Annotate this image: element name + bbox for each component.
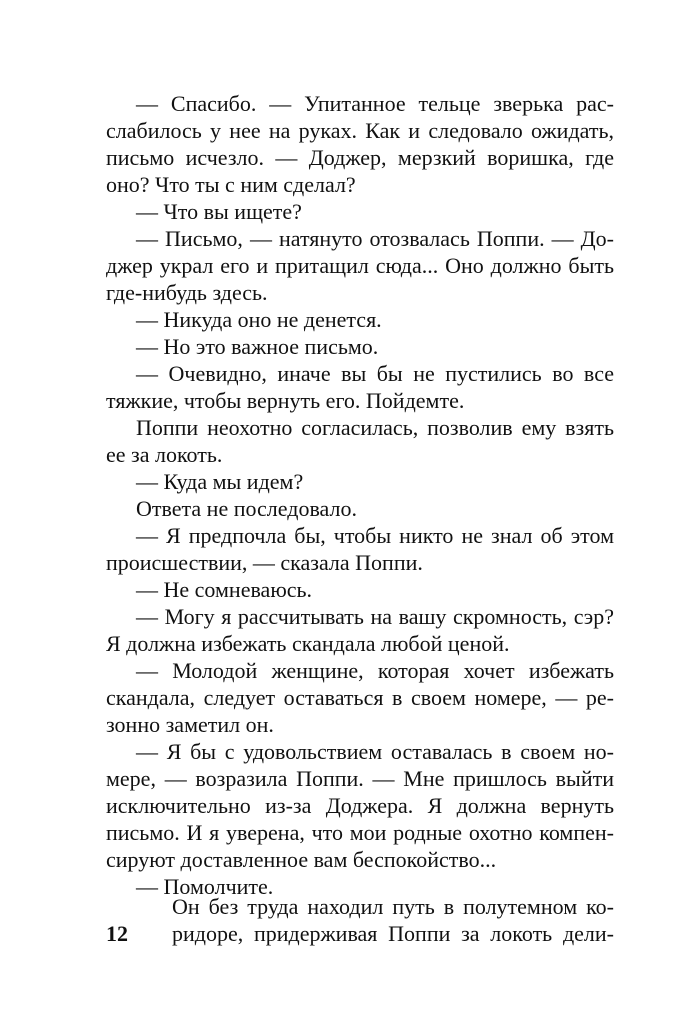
text-line: Поппи неохотно согласилась, позволив ему взять <box>136 415 614 440</box>
final-paragraph <box>172 893 614 947</box>
text-line: — Письмо, — натянуто отозвалась Поппи. — До- <box>136 226 614 251</box>
text-line: тяжкие, чтобы вернуть его. Пойдемте. <box>106 388 465 413</box>
text-line: слабилось у нее на руках. Как и следовало ожидать, <box>106 118 614 143</box>
text-line: — Куда мы идем? <box>136 469 304 494</box>
text-line: где-нибудь здесь. <box>106 280 268 305</box>
text-line: ее за локоть. <box>106 442 223 467</box>
text-line: письмо. И я уверена, что мои родные охотно компен- <box>106 820 614 845</box>
text-line: — Не сомневаюсь. <box>136 577 313 602</box>
text-line: — Я предпочла бы, чтобы никто не знал об этом <box>136 523 614 548</box>
text-line: письмо исчезло. — Доджер, мерзкий воришка, где <box>106 145 614 170</box>
text-line: — Я бы с удовольствием оставалась в своем но- <box>136 739 614 764</box>
text-line: мере, — возразила Поппи. — Мне пришлось выйти <box>106 766 614 791</box>
page-body-text <box>106 90 614 900</box>
page-number: 12 <box>106 921 128 946</box>
text-line: Он без труда находил путь в полутемном ко- <box>172 894 614 919</box>
text-line: ридоре, придерживая Поппи за локоть дели- <box>172 921 614 946</box>
text-line: — Очевидно, иначе вы бы не пустились во все <box>136 361 614 386</box>
text-line: — Но это важное письмо. <box>136 334 379 359</box>
text-line: — Помолчите. <box>136 874 274 899</box>
text-line: оно? Что ты с ним сделал? <box>106 172 356 197</box>
text-line: зонно заметил он. <box>106 712 274 737</box>
text-line: — Спасибо. — Упитанное тельце зверька рас- <box>136 91 614 116</box>
text-line: Ответа не последовало. <box>136 496 357 521</box>
text-line: сируют доставленное вам беспокойство... <box>106 847 497 872</box>
text-line: — Могу я рассчитывать на вашу скромность, сэр? <box>136 604 614 629</box>
text-line: — Молодой женщине, которая хочет избежать <box>136 658 614 683</box>
text-line: — Никуда оно не денется. <box>136 307 382 332</box>
text-line: скандала, следует оставаться в своем номере, — ре- <box>106 685 614 710</box>
text-line: — Что вы ищете? <box>136 199 302 224</box>
text-line: исключительно из-за Доджера. Я должна вернуть <box>106 793 614 818</box>
text-line: происшествии, — сказала Поппи. <box>106 550 423 575</box>
text-line: джер украл его и притащил сюда... Оно должно быть <box>106 253 614 278</box>
text-line: Я должна избежать скандала любой ценой. <box>106 631 510 656</box>
